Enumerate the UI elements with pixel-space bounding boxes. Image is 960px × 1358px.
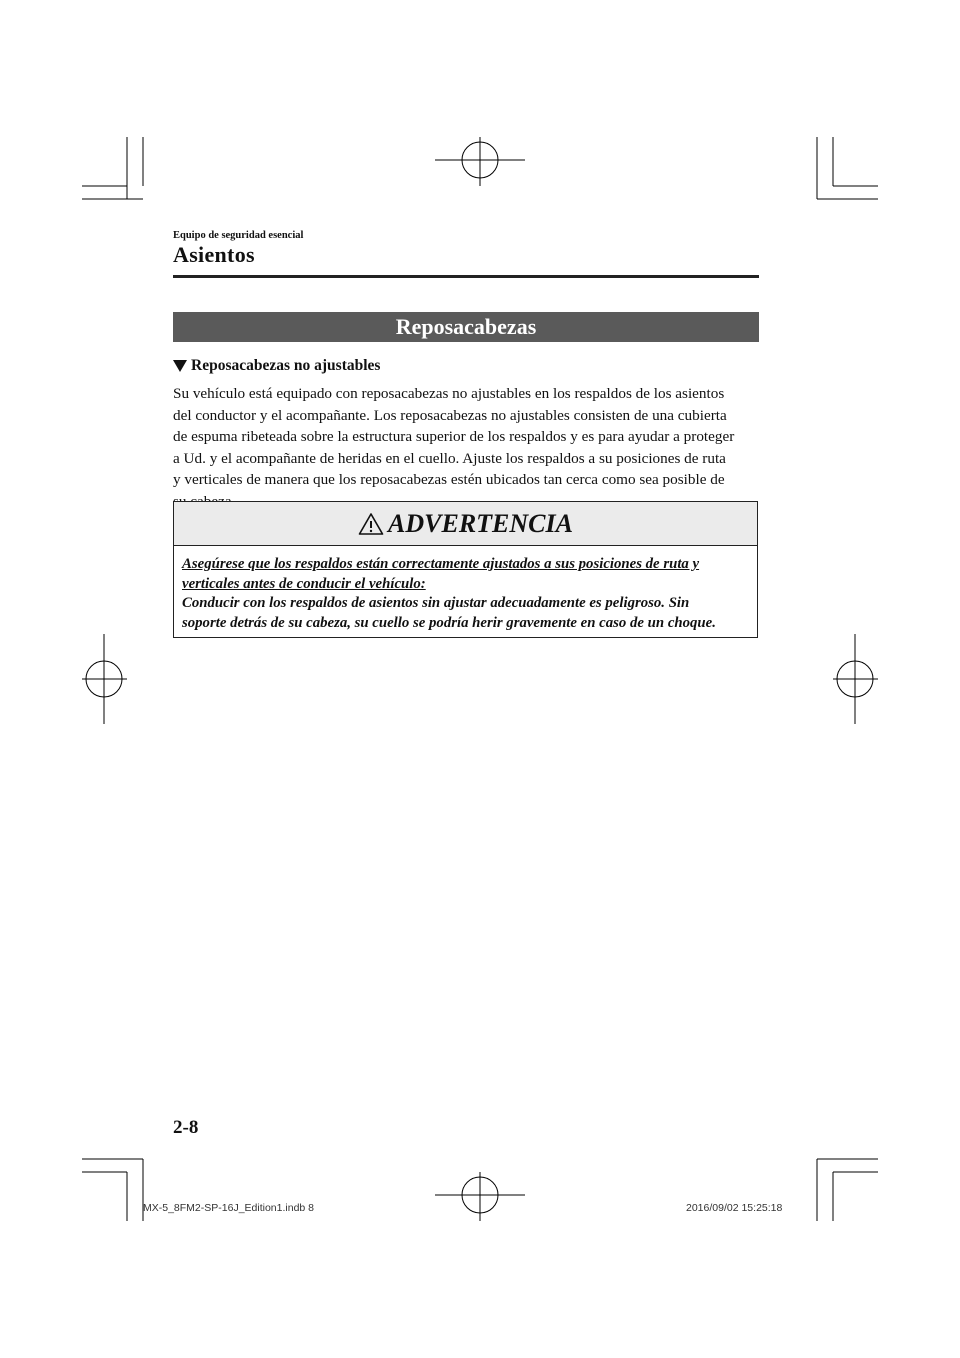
page-title: Asientos	[173, 242, 255, 267]
down-triangle-icon	[173, 360, 187, 372]
heading-rule	[173, 275, 759, 278]
warning-line: Conducir con los respaldos de asientos sin ajustar adecuadamente es peligroso. Sin	[182, 595, 690, 612]
warning-line: verticales antes de conducir el vehículo:	[182, 575, 426, 592]
body-line: de espuma ribeteada sobre la estructura superior de los respaldos y es para ayudar a proteger	[173, 428, 735, 446]
body-line: a Ud. y el acompañante de heridas en el cuello. Ajuste los respaldos a su posiciones de ruta	[173, 449, 726, 467]
warning-header	[174, 502, 757, 546]
body-paragraph	[173, 383, 763, 513]
section-label: Equipo de seguridad esencial	[173, 230, 304, 241]
subsection-heading	[173, 357, 380, 375]
body-line: del conductor y el acompañante. Los reposacabezas no ajustables consisten de una cubierta	[173, 406, 727, 424]
warning-body	[174, 546, 757, 634]
body-line: Su vehículo está equipado con reposacabezas no ajustables en los respaldos de los asientos	[173, 385, 725, 402]
warning-line: soporte detrás de su cabeza, su cuello se podría herir gravemente en caso de un choque.	[182, 615, 716, 632]
topic-title-band: Reposacabezas	[173, 312, 759, 342]
body-line: y verticales de manera que los reposacabezas estén ubicados tan cerca como sea posible de	[173, 471, 725, 489]
warning-line: Asegúrese que los respaldos están correctamente ajustados a sus posiciones de ruta y	[182, 556, 700, 572]
warning-box	[173, 501, 758, 638]
subsection-title: Reposacabezas no ajustables	[191, 357, 381, 374]
print-slug-file: MX-5_8FM2-SP-16J_Edition1.indb 8	[143, 1202, 315, 1214]
warning-title: ADVERTENCIA	[388, 508, 573, 538]
page-number: 2-8	[173, 1117, 199, 1138]
warning-triangle-icon	[358, 512, 384, 536]
print-slug-date: 2016/09/02 15:25:18	[686, 1202, 783, 1214]
